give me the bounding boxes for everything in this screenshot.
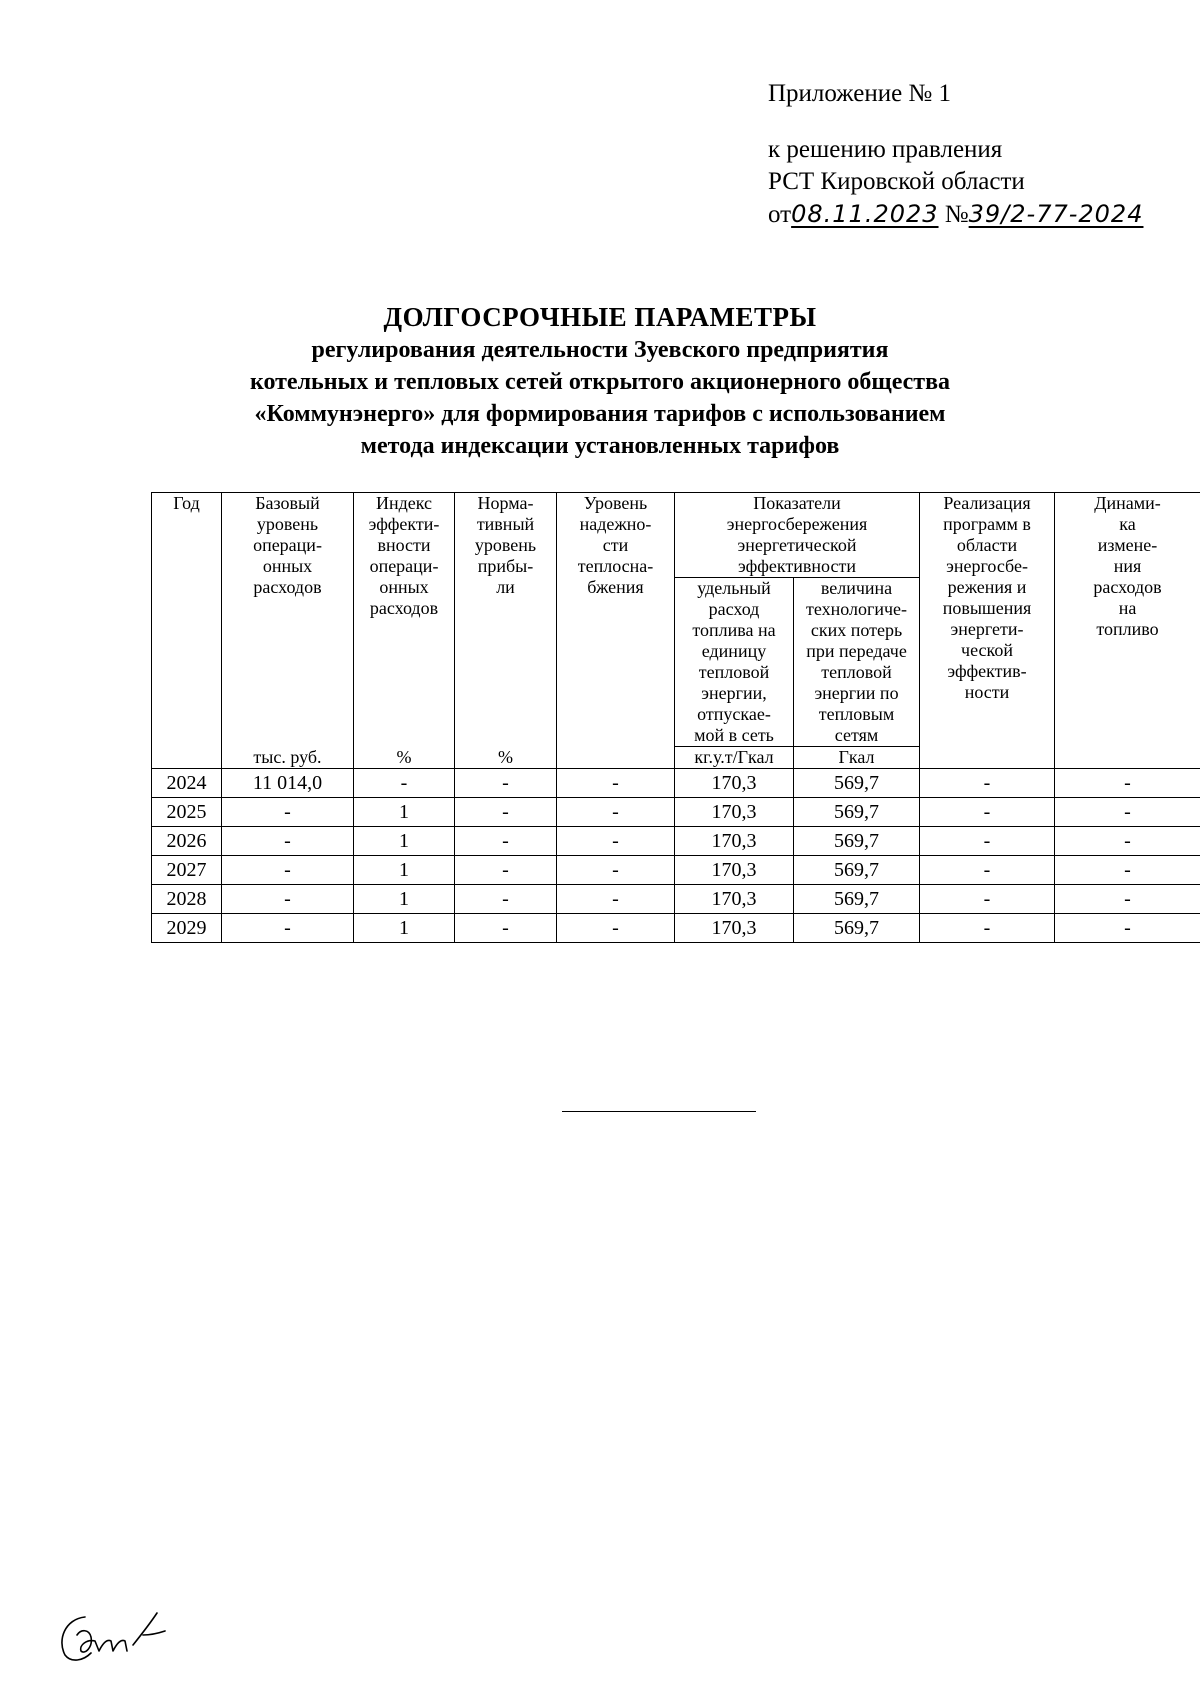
header-text-line: эффекти- xyxy=(368,514,440,534)
cell-index: 1 xyxy=(354,885,455,914)
header-text-line: уровень xyxy=(256,514,319,534)
table-row xyxy=(152,827,1200,856)
header-text-line: повышения xyxy=(942,598,1032,618)
header-text-line: тепловым xyxy=(818,704,895,724)
header-text-line: Норма- xyxy=(477,493,534,513)
header-text-line: онных xyxy=(379,577,429,597)
unit-fuel: кг.у.т/Гкал xyxy=(675,747,794,769)
cell-base: 11 014,0 xyxy=(222,769,354,798)
cell-dynamics: - xyxy=(1055,798,1200,827)
header-text-line: топлива на xyxy=(692,620,776,640)
cell-losses: 569,7 xyxy=(794,856,920,885)
closing-rule xyxy=(562,1111,756,1112)
attachment-title: Приложение № 1 xyxy=(768,80,952,107)
cell-norm: - xyxy=(455,798,557,827)
cell-losses: 569,7 xyxy=(794,798,920,827)
header-text-line: при передаче xyxy=(806,641,907,661)
cell-programs: - xyxy=(920,769,1055,798)
header-text-line: величина xyxy=(820,578,893,598)
attachment-block xyxy=(768,78,1143,231)
table-row xyxy=(152,856,1200,885)
cell-reliab: - xyxy=(557,798,675,827)
heading-line-1: регулирования деятельности Зуевского предприятия xyxy=(311,337,889,363)
header-text-line: ка xyxy=(1119,514,1136,534)
header-text-line: операци- xyxy=(369,556,439,576)
decision-number: 39/2-77-2024 xyxy=(968,200,1144,228)
cell-losses: 569,7 xyxy=(794,885,920,914)
table-body xyxy=(152,769,1200,943)
header-text-line: сетям xyxy=(834,725,879,745)
table-row xyxy=(152,885,1200,914)
date-prefix: от xyxy=(768,201,792,228)
unit-losses: Гкал xyxy=(794,747,920,769)
header-text-line: топливо xyxy=(1096,619,1159,639)
document-heading xyxy=(120,300,1080,462)
decision-date: 08.11.2023 xyxy=(791,200,939,228)
attachment-line-1: к решению правления xyxy=(768,136,1003,163)
cell-index: 1 xyxy=(354,798,455,827)
cell-dynamics: - xyxy=(1055,769,1200,798)
cell-index: 1 xyxy=(354,856,455,885)
header-text-line: Индекс xyxy=(375,493,433,513)
header-text-line: расход xyxy=(708,599,760,619)
header-text-line: прибы- xyxy=(477,556,534,576)
header-text-line: сти xyxy=(602,535,629,555)
unit-norm: % xyxy=(455,747,557,769)
header-text-line: энергии по xyxy=(814,683,899,703)
header-text-line: Динами- xyxy=(1094,493,1161,513)
cell-year: 2028 xyxy=(152,885,222,914)
cell-norm: - xyxy=(455,914,557,943)
cell-reliab: - xyxy=(557,827,675,856)
heading-line-2: котельных и тепловых сетей открытого акционерного общества xyxy=(249,369,951,395)
cell-programs: - xyxy=(920,856,1055,885)
header-text-line: Реализация xyxy=(943,493,1031,513)
header-text-line: вности xyxy=(377,535,431,555)
cell-programs: - xyxy=(920,885,1055,914)
header-text-line: операци- xyxy=(253,535,322,555)
header-reliability xyxy=(557,493,675,769)
header-text-line: мой в сеть xyxy=(694,725,774,745)
header-text-line: теплосна- xyxy=(577,556,654,576)
header-text-line: энергетической xyxy=(737,535,857,555)
header-text-line: расходов xyxy=(1093,577,1162,597)
cell-year: 2029 xyxy=(152,914,222,943)
header-text-line: на xyxy=(1118,598,1137,618)
cell-programs: - xyxy=(920,827,1055,856)
cell-reliab: - xyxy=(557,914,675,943)
header-text-line: расходов xyxy=(369,598,439,618)
table-row xyxy=(152,914,1200,943)
cell-fuel: 170,3 xyxy=(675,827,794,856)
header-text-line: технологиче- xyxy=(805,599,908,619)
header-text-line: энергосбе- xyxy=(946,556,1028,576)
header-text-line: ских потерь xyxy=(810,620,903,640)
number-prefix: № xyxy=(944,201,969,228)
cell-year: 2027 xyxy=(152,856,222,885)
header-text-line: уровень xyxy=(474,535,537,555)
header-text-line: ли xyxy=(496,577,515,597)
cell-programs: - xyxy=(920,798,1055,827)
header-text-line: энергети- xyxy=(950,619,1024,639)
header-text-line: единицу xyxy=(701,641,767,661)
header-year: Год xyxy=(152,493,222,769)
header-text-line: онных xyxy=(262,556,313,576)
heading-line-3: «Коммунэнерго» для формирования тарифов с использованием xyxy=(254,401,946,427)
cell-norm: - xyxy=(455,885,557,914)
table-row xyxy=(152,769,1200,798)
header-text-line: отпускае- xyxy=(697,704,771,724)
cell-base: - xyxy=(222,798,354,827)
header-text-line: бжения xyxy=(587,577,644,597)
cell-losses: 569,7 xyxy=(794,769,920,798)
header-text-line: Базовый xyxy=(255,493,320,513)
cell-reliab: - xyxy=(557,769,675,798)
cell-losses: 569,7 xyxy=(794,827,920,856)
cell-index: 1 xyxy=(354,827,455,856)
cell-norm: - xyxy=(455,827,557,856)
cell-norm: - xyxy=(455,856,557,885)
header-programs xyxy=(920,493,1055,769)
cell-base: - xyxy=(222,827,354,856)
header-fuel-rate xyxy=(675,578,794,747)
header-text-line: энергии, xyxy=(701,683,767,703)
header-efficiency-index xyxy=(354,493,455,747)
cell-index: 1 xyxy=(354,914,455,943)
cell-fuel: 170,3 xyxy=(675,769,794,798)
header-text-line: тепловой xyxy=(821,662,892,682)
cell-fuel: 170,3 xyxy=(675,798,794,827)
header-fuel-dynamics xyxy=(1055,493,1200,769)
header-text-line: ния xyxy=(1113,556,1142,576)
cell-dynamics: - xyxy=(1055,827,1200,856)
header-text-line: ческой xyxy=(961,640,1013,660)
cell-year: 2024 xyxy=(152,769,222,798)
unit-index: % xyxy=(354,747,455,769)
attachment-date-line xyxy=(768,198,1143,231)
header-text-line: Показатели xyxy=(753,493,841,513)
header-text-line: режения и xyxy=(947,577,1027,597)
cell-dynamics: - xyxy=(1055,885,1200,914)
cell-fuel: 170,3 xyxy=(675,914,794,943)
heading-line-4: метода индексации установленных тарифов xyxy=(360,433,840,459)
cell-programs: - xyxy=(920,914,1055,943)
cell-base: - xyxy=(222,856,354,885)
header-text-line: расходов xyxy=(253,577,322,597)
header-text-line: тепловой xyxy=(698,662,770,682)
header-base-cost xyxy=(222,493,354,747)
header-text-line: измене- xyxy=(1097,535,1158,555)
cell-base: - xyxy=(222,885,354,914)
handwritten-signature xyxy=(55,1605,215,1665)
header-energy-indicators xyxy=(675,493,920,578)
header-heat-losses xyxy=(794,578,920,747)
header-text-line: удельный xyxy=(697,578,771,598)
header-text-line: надежно- xyxy=(579,514,652,534)
header-text-line: ности xyxy=(964,682,1010,702)
cell-losses: 569,7 xyxy=(794,914,920,943)
cell-reliab: - xyxy=(557,885,675,914)
cell-index: - xyxy=(354,769,455,798)
heading-main: ДОЛГОСРОЧНЫЕ ПАРАМЕТРЫ xyxy=(383,302,817,332)
cell-base: - xyxy=(222,914,354,943)
parameters-table xyxy=(151,492,1200,943)
header-text-line: тивный xyxy=(476,514,535,534)
header-norm-profit xyxy=(455,493,557,747)
cell-fuel: 170,3 xyxy=(675,885,794,914)
table-row xyxy=(152,798,1200,827)
attachment-line-2: РСТ Кировской области xyxy=(768,168,1025,195)
cell-norm: - xyxy=(455,769,557,798)
cell-year: 2025 xyxy=(152,798,222,827)
header-text-line: области xyxy=(956,535,1018,555)
header-text-line: энергосбережения xyxy=(726,514,868,534)
unit-base: тыс. руб. xyxy=(222,747,354,769)
cell-fuel: 170,3 xyxy=(675,856,794,885)
header-text-line: эффектив- xyxy=(947,661,1027,681)
header-text-line: Уровень xyxy=(583,493,648,513)
cell-dynamics: - xyxy=(1055,914,1200,943)
header-text-line: эффективности xyxy=(738,556,856,576)
cell-reliab: - xyxy=(557,856,675,885)
cell-year: 2026 xyxy=(152,827,222,856)
cell-dynamics: - xyxy=(1055,856,1200,885)
header-text-line: программ в xyxy=(943,514,1031,534)
